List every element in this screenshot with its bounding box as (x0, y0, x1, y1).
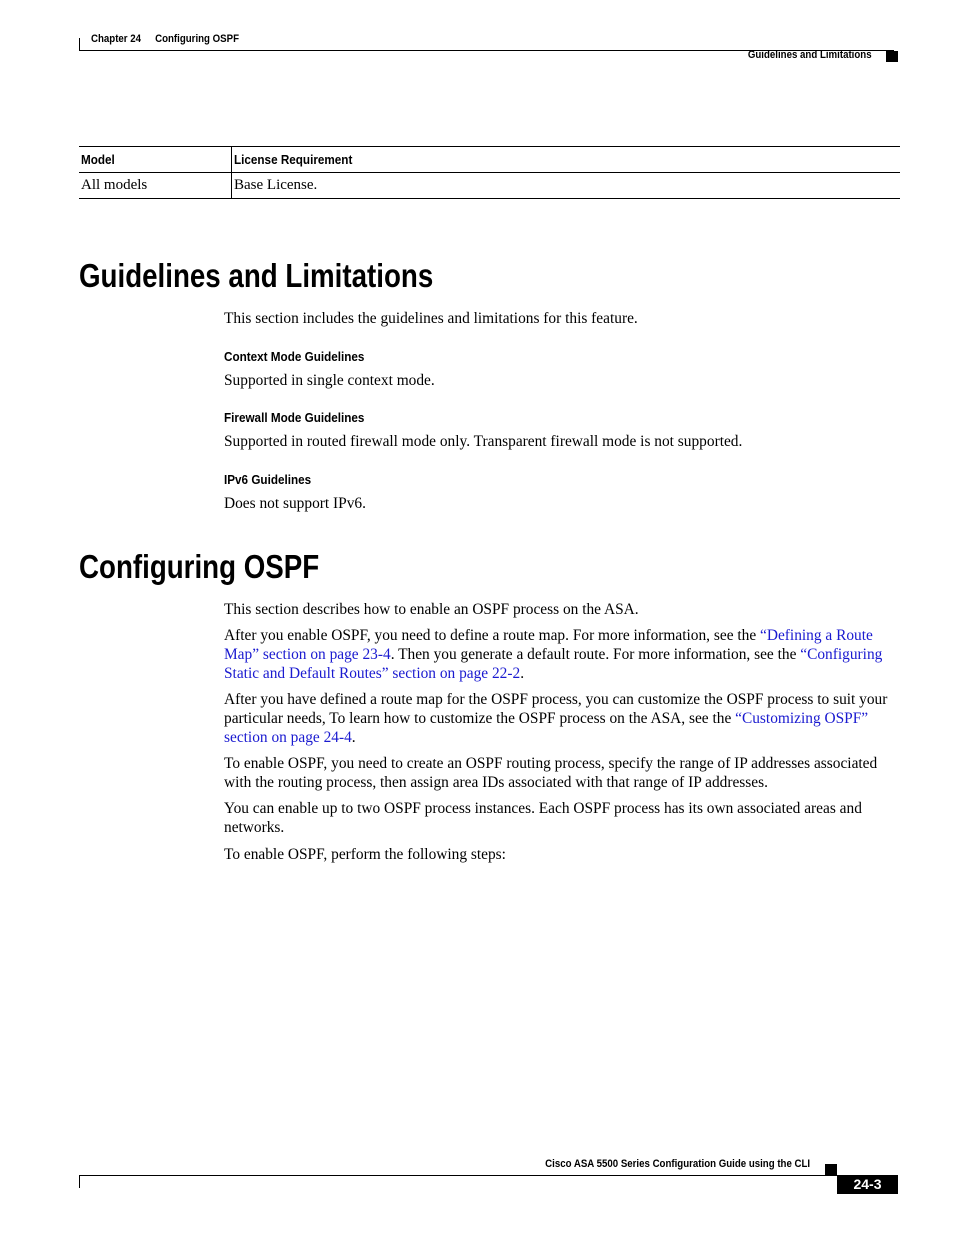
footer-marker-block (825, 1164, 837, 1175)
firewall-mode-text: Supported in routed firewall mode only. Transparent firewall mode is not supported. (224, 433, 743, 450)
chapter-title: Configuring OSPF (155, 33, 240, 45)
configuring-paragraph-6: To enable OSPF, perform the following steps: (224, 846, 506, 863)
ipv6-text: Does not support IPv6. (224, 495, 366, 512)
table-cell-license: Base License. (232, 173, 901, 199)
section-title-configuring: Configuring OSPF (79, 548, 320, 585)
footer-guide-title: Cisco ASA 5500 Series Configuration Guide using the CLI (545, 1158, 810, 1170)
section-title-guidelines: Guidelines and Limitations (79, 257, 434, 294)
license-table (79, 146, 900, 199)
configuring-paragraph-2: After you enable OSPF, you need to define a route map. For more information, see the “Defining a Route Map” section on page 23-4. Then you generate a default route. For more information, see the “Configuring Static and Default Routes” section on page 22-2. (224, 627, 883, 682)
running-header-section: Guidelines and Limitations (748, 49, 872, 61)
heading-context-mode: Context Mode Guidelines (224, 349, 365, 364)
table-header-row (79, 147, 900, 173)
running-header-chapter (91, 33, 239, 45)
link-defining-route-map[interactable]: “Defining a Route Map” section on page 23-4 (224, 627, 873, 663)
page-number: 24-3 (837, 1175, 898, 1194)
link-customizing-ospf[interactable]: “Customizing OSPF” section on page 24-4 (224, 710, 869, 746)
configuring-paragraph-3: After you have defined a route map for the OSPF process, you can customize the OSPF process to suit your particular needs, To learn how to customize the OSPF process on the ASA, see the “Customizing OSPF” section on page 24-4. (224, 691, 888, 746)
heading-firewall-mode: Firewall Mode Guidelines (224, 410, 365, 425)
header-rule-vertical (79, 38, 80, 50)
context-mode-text: Supported in single context mode. (224, 372, 435, 389)
link-configuring-static-default-routes[interactable]: “Configuring Static and Default Routes” section on page 22-2 (224, 646, 883, 682)
table-cell-model: All models (79, 173, 232, 199)
table-header-license: License Requirement (232, 147, 901, 173)
configuring-paragraph-1: This section describes how to enable an OSPF process on the ASA. (224, 601, 639, 618)
header-marker-block (886, 51, 898, 62)
configuring-paragraph-5: You can enable up to two OSPF process instances. Each OSPF process has its own associated areas and networks. (224, 800, 862, 836)
table-row (79, 173, 900, 199)
guidelines-intro: This section includes the guidelines and limitations for this feature. (224, 310, 638, 327)
footer-rule (79, 1175, 897, 1176)
chapter-label: Chapter 24 (91, 33, 142, 45)
footer-rule-vertical (79, 1175, 80, 1188)
heading-ipv6: IPv6 Guidelines (224, 472, 312, 487)
table-header-model: Model (79, 147, 232, 173)
configuring-paragraph-4: To enable OSPF, you need to create an OSPF routing process, specify the range of IP addresses associated with the routing process, then assign area IDs associated with that range of IP addresses. (224, 755, 878, 791)
